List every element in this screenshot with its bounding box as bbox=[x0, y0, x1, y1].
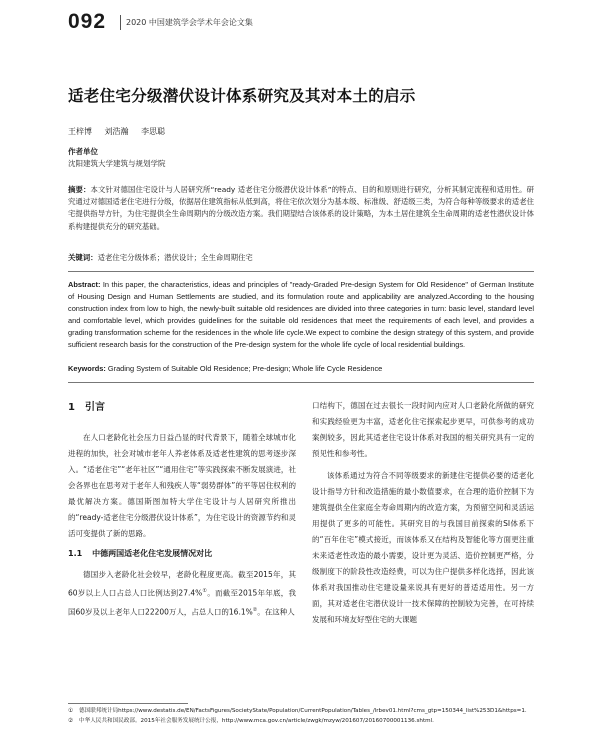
body-paragraph: 口结构下，德国在过去很长一段时间内应对人口老龄化所做的研究和实践经验更为丰富，适老化住宅探索起步更早，可供参考的成功案例较多，因此其适老住宅设计体系对我国的相关研究具有一定的预见性和参考性。 bbox=[312, 401, 534, 458]
divider-line bbox=[68, 271, 534, 272]
section-heading bbox=[68, 398, 296, 413]
abstract-label: 摘要： bbox=[68, 185, 91, 194]
body-paragraph: 在人口老龄化社会压力日益凸显的时代背景下，随着全球城市化进程的加快，社会对城市老年人养老体系及适老性建筑的思考逐步深入。“适老住宅”“老年社区”“通用住宅”等实践探索不断发展演进，社会各界也在思考对于老年人和残疾人等“弱势群体”的平等居住权利的最优解决方案。德国斯图加特大学住宅设计与人居研究所推出的“ready-适老住宅分级潜伏设计体系”，为住宅设计的资源节约和灵活可变提供了新的思路。 bbox=[68, 433, 296, 538]
section-title: 引言 bbox=[84, 402, 105, 413]
divider-line bbox=[68, 382, 534, 383]
footnote bbox=[68, 717, 538, 727]
keywords-label: 关键词： bbox=[68, 253, 98, 262]
keywords-english bbox=[68, 364, 534, 373]
affiliation: 沈阳建筑大学建筑与规划学院 bbox=[68, 159, 166, 168]
footnote-ref[interactable]: ① bbox=[202, 588, 208, 594]
header-separator bbox=[120, 15, 121, 30]
keywords-label: Keywords: bbox=[68, 364, 106, 373]
affiliation-label: 作者单位 bbox=[68, 147, 98, 156]
right-column bbox=[312, 398, 534, 634]
abstract-chinese bbox=[68, 184, 534, 233]
footnote-rule bbox=[68, 703, 188, 704]
subsection-title: 中德两国适老化住宅发展情况对比 bbox=[92, 549, 213, 558]
keywords-chinese bbox=[68, 252, 534, 264]
abstract-label: Abstract: bbox=[68, 280, 101, 289]
text-run: 。而截至2015年年底，我国60岁及以上老年人口22200万人，占总人口的16.1% bbox=[68, 588, 296, 616]
author-list bbox=[68, 126, 175, 137]
abstract-text: In this paper, the characteristics, ideas and principles of "ready-Graded Pre-design System for Old Residence" of German Institute of Housing Design and Human Settlements are studied, and its formulation route and applicability are analyzed.According to the housing construction index from low to high, the newly-built suitable old residences are divided into three categories in turn: basic level, standard level and comfortable level, which provides guidelines for the suitable old residences that meet the requirements of each level, and provides a grading transformation scheme for the residences in the whole life cycle.We expect to combine the design strategy of this system, and provide sufficient research basis for the construction of the Pre-design system for the whole life cycle of local residential buildings. bbox=[68, 280, 535, 349]
running-header bbox=[60, 10, 540, 36]
keywords-text: 适老住宅分级体系；潜伏设计；全生命周期住宅 bbox=[97, 253, 253, 262]
author: 李思聪 bbox=[141, 127, 166, 136]
author: 王梓博 bbox=[68, 127, 92, 136]
text-run: 。在这种人 bbox=[257, 607, 295, 616]
author: 刘浩瀚 bbox=[104, 127, 129, 136]
subsection-heading bbox=[68, 548, 296, 559]
footnote-number: ② bbox=[68, 717, 74, 724]
footnote-text[interactable]: 中华人民共和国民政部。2015年社会服务发展统计公报，http://www.mca.gov.cn/article/zwgk/mzyw/201607/20160700001136.shtml. bbox=[79, 717, 434, 724]
conference-name: 2020 中国建筑学会学术年会论文集 bbox=[126, 18, 253, 27]
page-number: 092 bbox=[68, 10, 107, 33]
body-paragraph: 该体系通过为符合不同等级要求的新建住宅提供必要的适老化设计指导方针和改造措施的最小数值要求，在合理的造价控制下为建筑提供全住家庭全寿命周期内的改造方案，为预留空间和灵活运用提供了更多的可能性。其研究目的与我国目前探索的SI体系下的“百年住宅”模式接近，而该体系又在结构及智能化等方面更注重未来适老性改造的最小需要，设计更为灵活、造价控制更严格，分级制度下的阶段性改造经费，可以为住户提供多样化选择，因此该体系对我国推动住宅建设量来说具有更好的普适适用性。另一方面，其对适老住宅潜伏设计一技术保障的控制较为完善，在可持续发展和环境友好型住宅的大课题 bbox=[312, 471, 534, 624]
text-run: 德国步入老龄化社会较早，老龄化程度更高。截至2015年，其60岁以上人口占总人口比例达到27.4% bbox=[68, 570, 296, 598]
footnote bbox=[68, 707, 538, 717]
footnote-number: ① bbox=[68, 708, 74, 714]
abstract-text: 本文针对德国住宅设计与人居研究所“ready 适老住宅分级潜伏设计体系”的特点、目的和原则进行研究，分析其制定流程和适用性。研究通过对德国适老住宅进行分级，依据居住建筑指标从低到高，将住宅依次划分为基本级、标准级、舒适级三类，为符合每种等级要求的适老住宅提供指导方针，为住宅提供全生命周期内的分级改造方案。我们期望结合该体系的设计策略，为本土居住建筑全生命周期的适老性潜伏设计体系构建提供充分的研究基础。 bbox=[68, 185, 534, 231]
paper-title: 适老住宅分级潜伏设计体系研究及其对本土的启示 bbox=[68, 87, 416, 105]
section-number: 1 bbox=[68, 402, 75, 413]
left-column bbox=[68, 398, 296, 626]
subsection-number: 1.1 bbox=[68, 549, 83, 558]
keywords-text: Grading System of Suitable Old Residence; Pre-design; Whole life Cycle Residence bbox=[107, 364, 383, 373]
footnote-ref[interactable]: ② bbox=[252, 606, 258, 613]
abstract-english bbox=[68, 279, 534, 351]
footnotes bbox=[68, 707, 538, 726]
body-paragraph bbox=[68, 567, 296, 620]
footnote-text[interactable]: 德国联邦统计局https://www.destatis.de/EN/FactsFigures/SocietyState/Population/CurrentPopulation/Tables_/lrbev01.html?cms_gtp=150344_list%253D1&https=1. bbox=[79, 708, 527, 714]
